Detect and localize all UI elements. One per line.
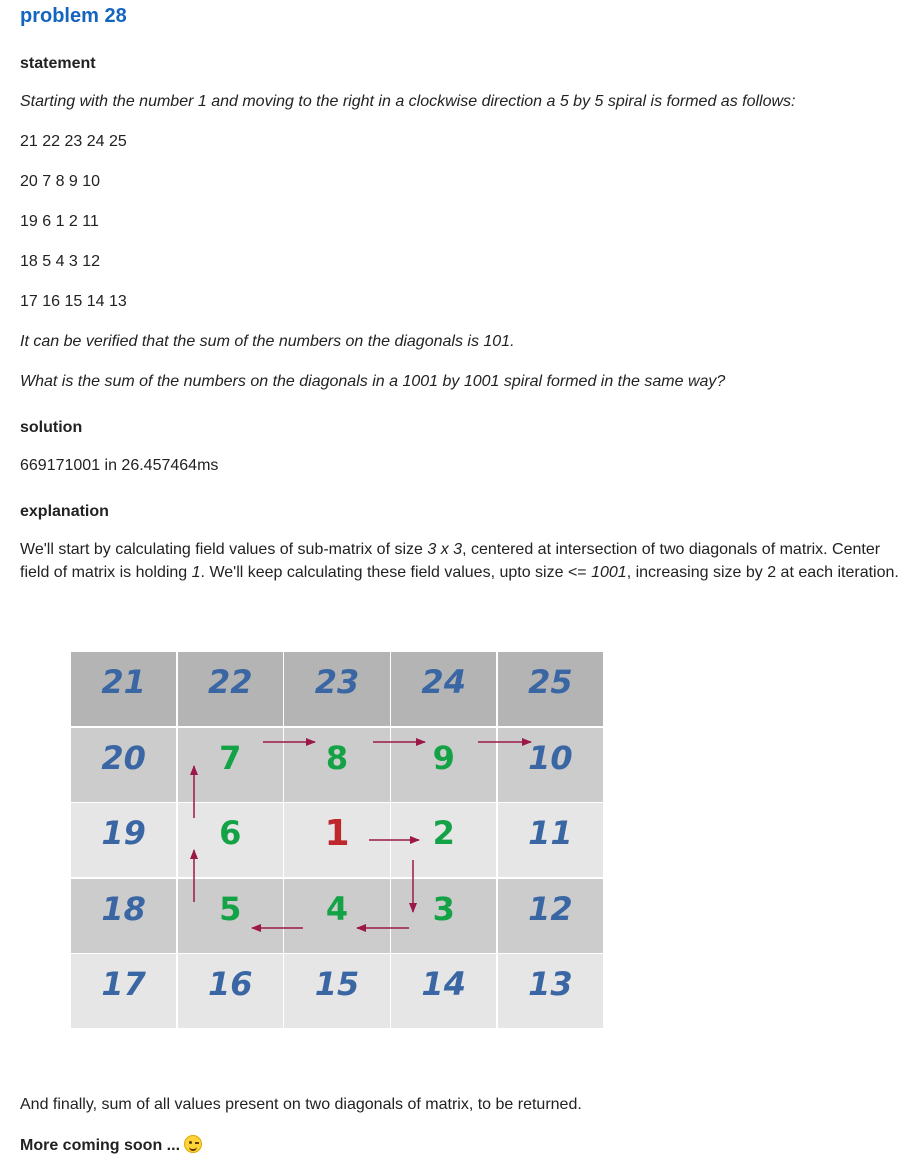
cell-15: 15 [284,954,389,1028]
cell-14: 14 [391,954,496,1028]
cell-25: 25 [498,652,603,726]
cell-12: 12 [498,879,603,953]
spiral-row-4: 18 5 4 3 12 [20,253,101,270]
spiral-row-5: 17 16 15 14 13 [20,293,127,310]
cell-9: 9 [391,728,496,802]
spiral-diagram [71,652,603,1028]
cell-22: 22 [178,652,283,726]
closing-text: And finally, sum of all values present on two diagonals of matrix, to be returned. [20,1096,582,1113]
cell-18: 18 [71,879,176,953]
cell-23: 23 [284,652,389,726]
cell-19: 19 [71,803,176,877]
solution-text: 669171001 in 26.457464ms [20,457,219,474]
verified-text: It can be verified that the sum of the numbers on the diagonals is 101. [20,333,515,350]
more-coming-soon: More coming soon ... [20,1135,202,1155]
spiral-row-3: 19 6 1 2 11 [20,213,99,230]
spiral-row-2: 20 7 8 9 10 [20,173,101,190]
cell-21: 21 [71,652,176,726]
cell-8: 8 [284,728,389,802]
cell-16: 16 [178,954,283,1028]
cell-20: 20 [71,728,176,802]
cell-1: 1 [284,803,389,877]
cell-24: 24 [391,652,496,726]
cell-13: 13 [498,954,603,1028]
cell-5: 5 [178,879,283,953]
cell-10: 10 [498,728,603,802]
cell-7: 7 [178,728,283,802]
page-title: problem 28 [20,5,127,27]
cell-11: 11 [498,803,603,877]
cell-3: 3 [391,879,496,953]
winking-face-icon [184,1135,202,1153]
cell-2: 2 [391,803,496,877]
cell-17: 17 [71,954,176,1028]
explanation-heading: explanation [20,503,109,520]
solution-heading: solution [20,419,83,436]
explanation-paragraph: We'll start by calculating field values of sub-matrix of size 3 x 3, centered at intersection of two diagonals of matrix. Center field of matrix is holding 1. We'll keep calculating these field values, upto size <= 1001, increasing size by 2 at each iteration. [20,541,899,581]
statement-intro: Starting with the number 1 and moving to the right in a clockwise direction a 5 by 5 spiral is formed as follows: [20,93,796,110]
question-text: What is the sum of the numbers on the diagonals in a 1001 by 1001 spiral formed in the same way? [20,373,726,390]
statement-heading: statement [20,55,96,72]
spiral-row-1: 21 22 23 24 25 [20,133,127,150]
cell-6: 6 [178,803,283,877]
cell-4: 4 [284,879,389,953]
